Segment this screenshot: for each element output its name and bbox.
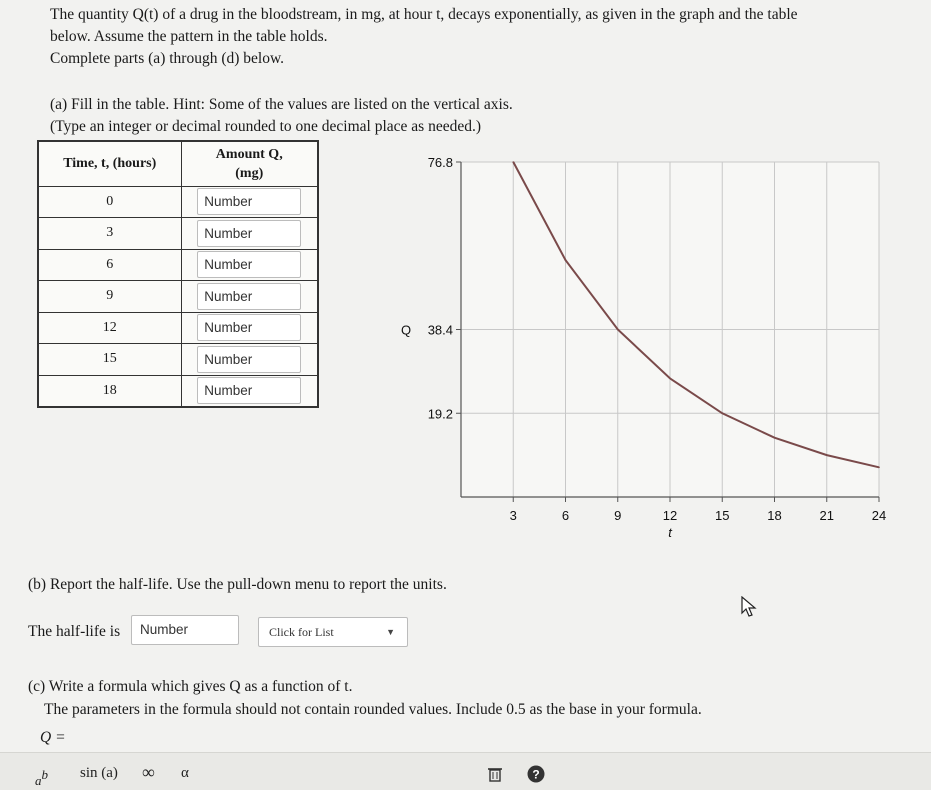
amount-cell <box>181 312 318 344</box>
amount-cell <box>181 218 318 250</box>
infinity-button[interactable]: ∞ <box>142 762 155 782</box>
table-row <box>38 249 318 281</box>
units-dropdown[interactable] <box>258 617 408 647</box>
table-row <box>38 375 318 407</box>
x-axis-title: t <box>668 525 672 540</box>
intro-line-1: The quantity Q(t) of a drug in the bloodstream, in mg, at hour t, decays exponentially, as given in the graph and the table <box>50 6 798 23</box>
curve-point <box>774 437 776 439</box>
alpha-button[interactable]: α <box>181 765 189 781</box>
table-row <box>38 281 318 313</box>
curve-point <box>826 454 828 456</box>
x-tick-label: 12 <box>662 508 678 523</box>
y-tick-label: 19.2 <box>427 406 453 422</box>
curve-point <box>617 329 619 331</box>
amount-cell <box>181 186 318 218</box>
x-tick-label: 21 <box>819 508 834 523</box>
time-cell: 6 <box>38 249 181 281</box>
y-axis-title: Q <box>401 322 412 338</box>
formula-prompt: Q = <box>40 729 66 746</box>
mouse-cursor-icon <box>741 596 757 618</box>
svg-text:?: ? <box>532 767 540 782</box>
part-a-instruction: (a) Fill in the table. Hint: Some of the values are listed on the vertical axis. <box>50 96 513 113</box>
amount-input[interactable]: Number <box>197 188 301 215</box>
curve-point <box>721 412 723 414</box>
amount-input[interactable]: Number <box>197 251 301 278</box>
x-tick-label: 6 <box>561 508 570 523</box>
half-life-input[interactable]: Number <box>131 615 239 645</box>
table-row <box>38 312 318 344</box>
time-cell: 12 <box>38 312 181 344</box>
y-tick-label: 76.8 <box>427 155 453 170</box>
time-cell: 0 <box>38 186 181 218</box>
part-c-note: The parameters in the formula should not contain rounded values. Include 0.5 as the base in your formula. <box>44 701 702 718</box>
chevron-down-icon: ▼ <box>386 627 395 637</box>
x-tick-label: 15 <box>715 508 730 523</box>
amount-input[interactable]: Number <box>197 346 301 373</box>
header-time: Time, t, (hours) <box>38 141 181 186</box>
curve-point <box>878 467 880 469</box>
exponent-button[interactable] <box>35 767 48 790</box>
header-amount <box>181 141 318 186</box>
decay-chart <box>395 150 895 545</box>
table-row <box>38 218 318 250</box>
header-amount-line-1: Amount Q, <box>215 146 283 162</box>
table-row <box>38 186 318 218</box>
y-tick-label: 38.4 <box>427 322 453 338</box>
time-cell: 15 <box>38 344 181 376</box>
time-cell: 18 <box>38 375 181 407</box>
curve-point <box>565 259 567 261</box>
curve-point <box>512 161 514 163</box>
table-row <box>38 344 318 376</box>
amount-input[interactable]: Number <box>197 283 301 310</box>
help-icon[interactable] <box>527 765 545 783</box>
amount-cell <box>181 344 318 376</box>
amount-cell <box>181 375 318 407</box>
intro-line-2: below. Assume the pattern in the table holds. <box>50 28 328 45</box>
part-b-instruction: (b) Report the half-life. Use the pull-down menu to report the units. <box>28 576 447 593</box>
x-tick-label: 18 <box>767 508 782 523</box>
trash-icon[interactable] <box>488 766 502 782</box>
exponent-base: a <box>35 773 42 788</box>
part-c-instruction: (c) Write a formula which gives Q as a function of t. <box>28 678 353 695</box>
amount-cell <box>181 281 318 313</box>
amount-input[interactable]: Number <box>197 314 301 341</box>
amount-input[interactable]: Number <box>197 220 301 247</box>
time-cell: 3 <box>38 218 181 250</box>
math-toolbar <box>0 752 931 790</box>
sin-button[interactable]: sin (a) <box>80 765 118 781</box>
intro-line-3: Complete parts (a) through (d) below. <box>50 50 285 67</box>
units-dropdown-label: Click for List <box>269 625 334 639</box>
x-tick-label: 9 <box>614 508 622 523</box>
data-table <box>37 140 319 408</box>
curve-point <box>669 378 671 380</box>
x-tick-label: 24 <box>871 508 887 523</box>
table-header-row <box>38 141 318 186</box>
amount-input[interactable]: Number <box>197 377 301 404</box>
half-life-label: The half-life is <box>28 623 121 640</box>
exponent-power: b <box>41 767 48 782</box>
x-tick-label: 3 <box>509 508 517 523</box>
amount-cell <box>181 249 318 281</box>
time-cell: 9 <box>38 281 181 313</box>
part-a-hint: (Type an integer or decimal rounded to one decimal place as needed.) <box>50 118 482 135</box>
header-amount-line-2: (mg) <box>235 165 264 181</box>
